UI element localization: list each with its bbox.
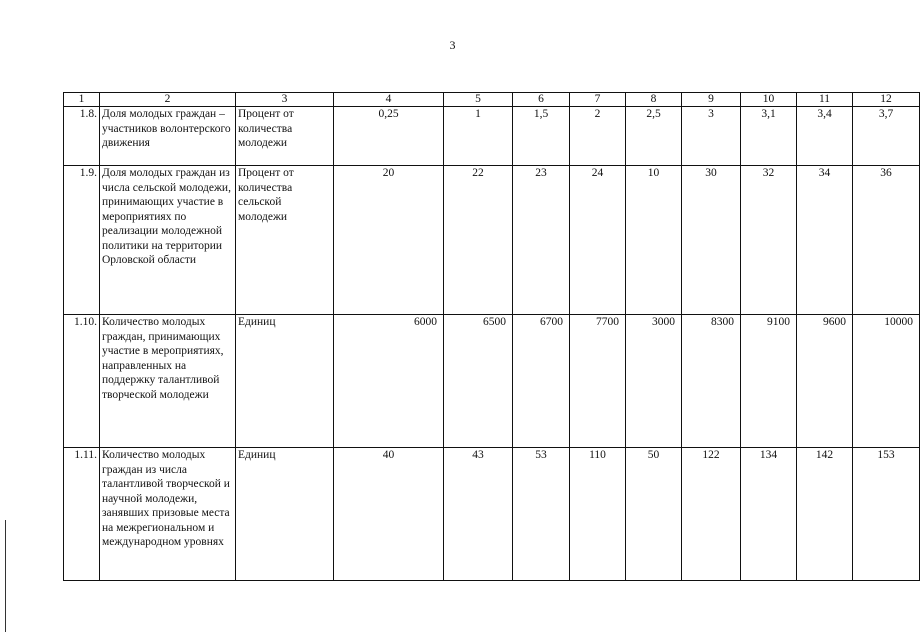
value-cell: 110 <box>570 448 626 581</box>
indicator-unit: Процент от количества молодежи <box>236 107 334 166</box>
value-cell: 43 <box>444 448 513 581</box>
value-cell: 10 <box>626 166 682 315</box>
indicator-unit: Единиц <box>236 448 334 581</box>
value-cell: 122 <box>682 448 741 581</box>
value-cell: 3,4 <box>797 107 853 166</box>
column-header: 8 <box>626 93 682 107</box>
table-row <box>64 166 920 315</box>
table-row <box>64 315 920 448</box>
value-cell: 7700 <box>570 315 626 448</box>
value-cell: 20 <box>334 166 444 315</box>
value-cell: 9100 <box>741 315 797 448</box>
page-number: 3 <box>449 38 456 52</box>
row-number: 1.8. <box>64 107 100 166</box>
value-cell: 24 <box>570 166 626 315</box>
indicator-name: Доля молодых граждан из числа сельской молодежи, принимающих участие в мероприятиях по реализации молодежной политики на территории Орловской области <box>100 166 236 315</box>
table-row <box>64 107 920 166</box>
value-cell: 134 <box>741 448 797 581</box>
value-cell: 1 <box>444 107 513 166</box>
value-cell: 10000 <box>853 315 920 448</box>
value-cell: 32 <box>741 166 797 315</box>
value-cell: 0,25 <box>334 107 444 166</box>
value-cell: 50 <box>626 448 682 581</box>
value-cell: 2 <box>570 107 626 166</box>
row-number: 1.9. <box>64 166 100 315</box>
indicator-name: Доля молодых граждан – участников волонтерского движения <box>100 107 236 166</box>
indicators-table <box>63 92 920 581</box>
value-cell: 36 <box>853 166 920 315</box>
indicator-unit: Единиц <box>236 315 334 448</box>
row-number: 1.11. <box>64 448 100 581</box>
column-header: 12 <box>853 93 920 107</box>
column-header: 2 <box>100 93 236 107</box>
value-cell: 53 <box>513 448 570 581</box>
column-header: 6 <box>513 93 570 107</box>
value-cell: 3,1 <box>741 107 797 166</box>
value-cell: 142 <box>797 448 853 581</box>
header-row <box>64 93 920 107</box>
indicator-name: Количество молодых граждан из числа талантливой творческой и научной молодежи, занявших призовые места на межрегиональном и международном уровнях <box>100 448 236 581</box>
column-header: 4 <box>334 93 444 107</box>
value-cell: 30 <box>682 166 741 315</box>
column-header: 11 <box>797 93 853 107</box>
column-header: 3 <box>236 93 334 107</box>
value-cell: 3000 <box>626 315 682 448</box>
indicator-name: Количество молодых граждан, принимающих участие в мероприятиях, направленных на поддержку талантливой творческой молодежи <box>100 315 236 448</box>
row-number: 1.10. <box>64 315 100 448</box>
table-row <box>64 448 920 581</box>
value-cell: 2,5 <box>626 107 682 166</box>
column-header: 7 <box>570 93 626 107</box>
value-cell: 3,7 <box>853 107 920 166</box>
value-cell: 9600 <box>797 315 853 448</box>
value-cell: 34 <box>797 166 853 315</box>
margin-line <box>5 520 6 632</box>
value-cell: 6700 <box>513 315 570 448</box>
value-cell: 6500 <box>444 315 513 448</box>
value-cell: 1,5 <box>513 107 570 166</box>
column-header: 10 <box>741 93 797 107</box>
value-cell: 40 <box>334 448 444 581</box>
value-cell: 8300 <box>682 315 741 448</box>
indicator-unit: Процент от количества сельской молодежи <box>236 166 334 315</box>
value-cell: 23 <box>513 166 570 315</box>
value-cell: 3 <box>682 107 741 166</box>
value-cell: 22 <box>444 166 513 315</box>
value-cell: 153 <box>853 448 920 581</box>
column-header: 9 <box>682 93 741 107</box>
column-header: 1 <box>64 93 100 107</box>
value-cell: 6000 <box>334 315 444 448</box>
column-header: 5 <box>444 93 513 107</box>
